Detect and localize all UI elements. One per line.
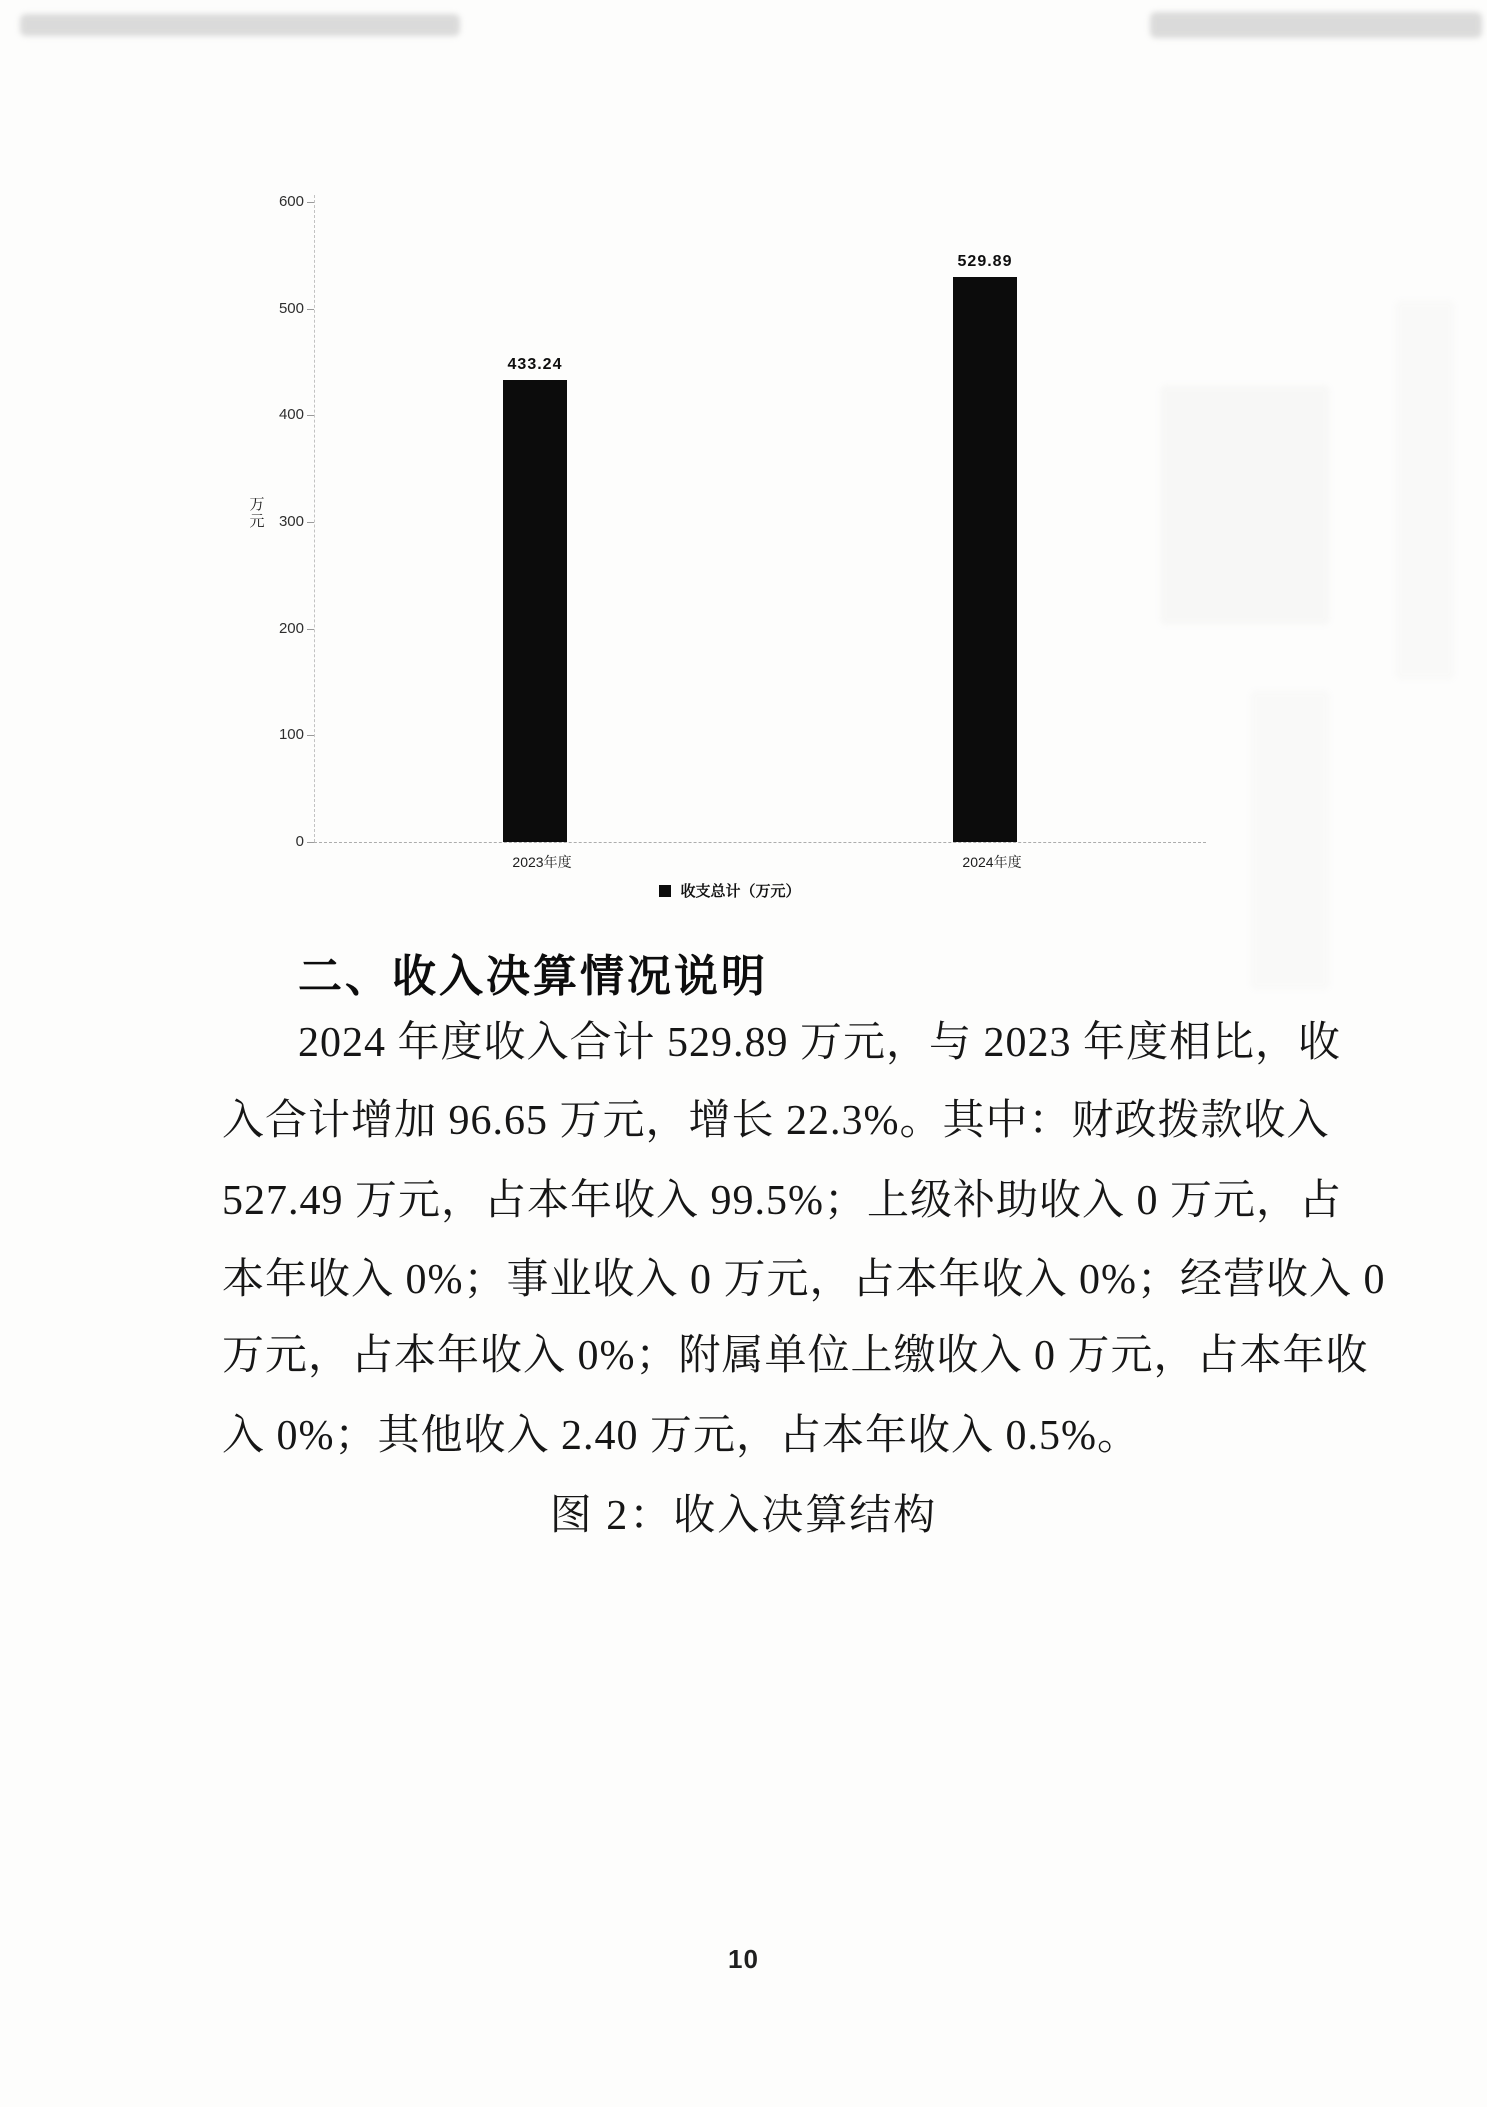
x-category-label: 2023年度: [512, 854, 572, 870]
scan-artifact-top-left: [20, 14, 460, 36]
y-tick-label: 100: [278, 726, 304, 744]
y-tick-mark: [307, 522, 314, 523]
scan-artifact-right-3: [1395, 300, 1455, 680]
page-number: 10: [728, 1944, 759, 1974]
bar-value-label: 433.24: [507, 355, 563, 373]
y-tick-label: 300: [278, 513, 304, 530]
y-tick-mark: [307, 842, 314, 843]
body-line: 入合计增加 96.65 万元，增长 22.3%。其中：财政拨款收入: [222, 1098, 1330, 1144]
section-heading: 二、收入决算情况说明: [298, 952, 768, 1001]
legend-swatch-icon: [659, 885, 671, 897]
bar-chart-revenue-expenditure: [240, 150, 1240, 930]
y-axis-unit-label: 万 元: [249, 496, 265, 530]
y-tick-mark: [307, 735, 314, 736]
y-tick-label: 0: [295, 833, 304, 850]
y-tick-mark: [307, 629, 314, 630]
body-line: 2024 年度收入合计 529.89 万元，与 2023 年度相比，收: [298, 1020, 1342, 1066]
chart-bar-2024年度: [953, 277, 1017, 842]
figure-caption: 图 2：收入决算结构: [549, 1493, 938, 1539]
chart-legend: [500, 880, 960, 901]
scan-artifact-right-2: [1250, 690, 1330, 990]
scan-artifact-top-right: [1150, 12, 1482, 38]
body-line: 本年收入 0%；事业收入 0 万元，占本年收入 0%；经营收入 0: [222, 1257, 1386, 1303]
bar-value-label: 529.89: [957, 252, 1013, 270]
x-axis-line: [314, 842, 1206, 843]
y-axis-line: [314, 195, 315, 842]
y-tick-label: 500: [278, 299, 304, 317]
legend-series-label: 收支总计（万元）: [680, 883, 801, 900]
body-line: 527.49 万元，占本年收入 99.5%；上级补助收入 0 万元，占: [222, 1178, 1342, 1224]
body-line: 万元，占本年收入 0%；附属单位上缴收入 0 万元，占本年收: [222, 1333, 1369, 1379]
x-category-label: 2024年度: [962, 854, 1022, 870]
y-tick-label: 200: [278, 619, 304, 637]
body-line: 入 0%；其他收入 2.40 万元，占本年收入 0.5%。: [222, 1413, 1140, 1459]
y-tick-mark: [307, 309, 314, 310]
chart-bar-2023年度: [503, 380, 567, 842]
y-tick-mark: [307, 202, 314, 203]
y-tick-label: 600: [278, 193, 304, 210]
y-tick-label: 400: [278, 406, 304, 424]
y-tick-mark: [307, 415, 314, 416]
